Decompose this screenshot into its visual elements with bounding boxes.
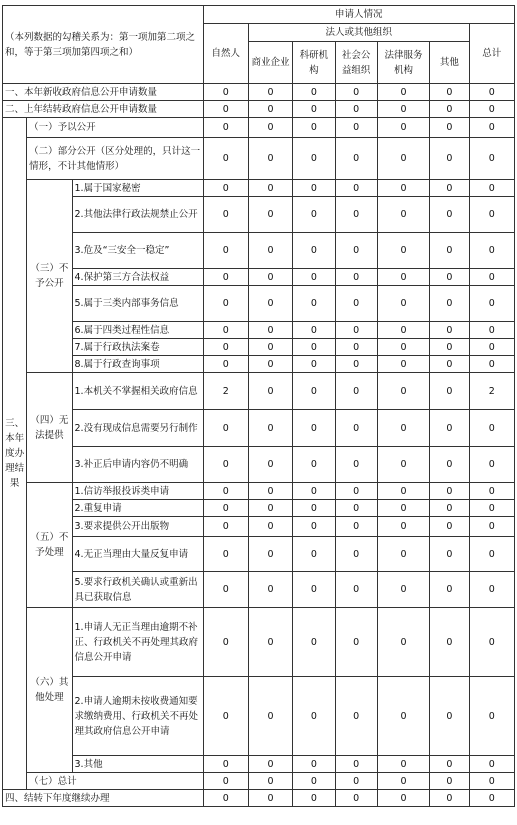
value-cell: 0 [293,373,335,410]
value-cell: 0 [430,410,469,447]
value-cell: 0 [248,373,292,410]
table-row [3,84,515,101]
gov-info-disclosure-table [2,5,515,807]
value-cell: 0 [248,608,292,677]
value-cell: 0 [335,447,377,483]
value-cell: 0 [430,118,469,138]
value-cell: 0 [248,517,292,537]
item-label: 2.没有现成信息需要另行制作 [72,410,203,447]
value-cell: 0 [335,356,377,373]
value-cell: 0 [377,773,429,790]
value-cell: 0 [430,233,469,269]
value-cell: 0 [469,84,514,101]
value-cell: 0 [203,790,248,807]
value-cell: 0 [469,790,514,807]
value-cell: 0 [293,118,335,138]
value-cell: 0 [248,180,292,197]
value-cell: 0 [377,790,429,807]
item-label: 1.申请人无正当理由逾期不补正、行政机关不再处理其政府信息公开申请 [72,608,203,677]
item-label: 4.保护第三方合法权益 [72,269,203,286]
value-cell: 0 [335,373,377,410]
value-cell: 0 [293,286,335,322]
item-label: 2.申请人逾期未按收费通知要求缴纳费用、行政机关不再处理其政府信息公开申请 [72,677,203,756]
value-cell: 0 [203,138,248,180]
value-cell: 0 [248,537,292,572]
value-cell: 0 [203,537,248,572]
value-cell: 0 [377,373,429,410]
value-cell: 0 [469,410,514,447]
value-cell: 0 [377,608,429,677]
value-cell: 0 [430,138,469,180]
group-label-g7: （七）总计 [27,773,203,790]
group-label-g6: （六）其他处理 [27,608,72,773]
table-row [3,773,515,790]
table-row [3,500,515,517]
table-row [3,138,515,180]
value-cell: 0 [248,322,292,339]
table-row [3,356,515,373]
total-header: 总计 [469,24,514,84]
value-cell: 0 [248,138,292,180]
value-cell: 0 [377,517,429,537]
value-cell: 0 [293,608,335,677]
value-cell: 0 [335,286,377,322]
value-cell: 0 [248,233,292,269]
value-cell: 0 [377,756,429,773]
natural-person-header: 自然人 [203,24,248,84]
value-cell: 0 [469,537,514,572]
value-cell: 0 [293,138,335,180]
value-cell: 0 [469,500,514,517]
value-cell: 0 [335,233,377,269]
value-cell: 0 [248,572,292,608]
value-cell: 0 [248,790,292,807]
group-label-g5: （五）不予处理 [27,483,72,608]
value-cell: 0 [203,608,248,677]
value-cell: 0 [293,572,335,608]
row-label-next: 四、结转下年度继续办理 [3,790,204,807]
value-cell: 0 [203,677,248,756]
value-cell: 0 [293,500,335,517]
col-header-public-welfare: 社会公益组织 [335,42,377,84]
value-cell: 0 [248,101,292,118]
value-cell: 0 [293,233,335,269]
value-cell: 0 [203,447,248,483]
value-cell: 0 [335,572,377,608]
value-cell: 0 [203,118,248,138]
value-cell: 0 [469,339,514,356]
value-cell: 0 [377,286,429,322]
value-cell: 0 [430,790,469,807]
item-label: 7.属于行政执法案卷 [72,339,203,356]
section-label-results: 三、本年度办理结果 [3,118,27,790]
value-cell: 0 [335,608,377,677]
value-cell: 0 [469,572,514,608]
table-row [3,790,515,807]
value-cell: 0 [293,322,335,339]
row-label-new: 一、本年新收政府信息公开申请数量 [3,84,204,101]
value-cell: 0 [469,180,514,197]
col-header-other: 其他 [430,42,469,84]
value-cell: 0 [248,118,292,138]
col-header-business: 商业企业 [248,42,292,84]
value-cell: 0 [377,572,429,608]
value-cell: 0 [335,138,377,180]
table-row [3,447,515,483]
value-cell: 0 [335,322,377,339]
value-cell: 0 [248,500,292,517]
value-cell: 0 [430,339,469,356]
value-cell: 0 [377,118,429,138]
group-label-g3: （三）不予公开 [27,180,72,373]
table-row [3,197,515,233]
value-cell: 0 [335,101,377,118]
value-cell: 0 [335,118,377,138]
value-cell: 0 [469,608,514,677]
value-cell: 0 [203,773,248,790]
item-label: 1.本机关不掌握相关政府信息 [72,373,203,410]
item-label: 8.属于行政查询事项 [72,356,203,373]
value-cell: 0 [335,197,377,233]
table-row [3,180,515,197]
header-note: （本列数据的勾稽关系为：第一项加第二项之和，等于第三项加第四项之和） [3,6,204,84]
item-label: 5.要求行政机关确认或重新出具已获取信息 [72,572,203,608]
value-cell: 0 [248,197,292,233]
table-row [3,286,515,322]
value-cell: 0 [248,84,292,101]
value-cell: 0 [377,269,429,286]
value-cell: 0 [430,537,469,572]
value-cell: 0 [377,500,429,517]
value-cell: 0 [293,197,335,233]
item-label: 3.要求提供公开出版物 [72,517,203,537]
value-cell: 0 [430,572,469,608]
value-cell: 0 [430,322,469,339]
value-cell: 0 [203,517,248,537]
value-cell: 0 [469,118,514,138]
value-cell: 0 [430,180,469,197]
value-cell: 0 [203,572,248,608]
value-cell: 0 [203,356,248,373]
value-cell: 0 [335,180,377,197]
table-row [3,269,515,286]
value-cell: 0 [469,197,514,233]
value-cell: 0 [203,269,248,286]
value-cell: 0 [430,373,469,410]
value-cell: 0 [248,410,292,447]
value-cell: 0 [430,756,469,773]
value-cell: 0 [248,269,292,286]
value-cell: 0 [335,790,377,807]
value-cell: 0 [469,269,514,286]
item-label: 1.属于国家秘密 [72,180,203,197]
group-label-g4: （四）无法提供 [27,373,72,483]
value-cell: 0 [469,356,514,373]
item-label: 1.信访举报投诉类申请 [72,483,203,500]
value-cell: 0 [377,197,429,233]
value-cell: 0 [335,517,377,537]
table-row [3,101,515,118]
value-cell: 0 [377,410,429,447]
item-label: 6.属于四类过程性信息 [72,322,203,339]
value-cell: 0 [377,447,429,483]
value-cell: 0 [469,773,514,790]
value-cell: 0 [377,339,429,356]
value-cell: 0 [203,410,248,447]
value-cell: 0 [248,756,292,773]
applicant-status-header: 申请人情况 [203,6,514,24]
value-cell: 0 [335,773,377,790]
col-header-legal-service: 法律服务机构 [377,42,429,84]
value-cell: 0 [469,233,514,269]
value-cell: 0 [335,410,377,447]
item-label: 3.补正后申请内容仍不明确 [72,447,203,483]
value-cell: 0 [469,286,514,322]
value-cell: 0 [335,537,377,572]
item-label: 3.其他 [72,756,203,773]
value-cell: 0 [248,677,292,756]
value-cell: 0 [203,101,248,118]
legal-group-header: 法人或其他组织 [248,24,469,42]
value-cell: 0 [203,180,248,197]
value-cell: 0 [203,197,248,233]
value-cell: 0 [469,677,514,756]
value-cell: 0 [203,322,248,339]
value-cell: 0 [293,790,335,807]
item-label: 2.其他法律行政法规禁止公开 [72,197,203,233]
table-row [3,483,515,500]
item-label: 3.危及“三安全一稳定” [72,233,203,269]
col-header-research: 科研机构 [293,42,335,84]
value-cell: 0 [430,517,469,537]
value-cell: 0 [377,84,429,101]
table-row [3,756,515,773]
value-cell: 0 [248,773,292,790]
value-cell: 0 [293,447,335,483]
value-cell: 0 [203,339,248,356]
value-cell: 0 [203,483,248,500]
value-cell: 0 [430,101,469,118]
value-cell: 0 [430,608,469,677]
value-cell: 0 [248,356,292,373]
value-cell: 0 [293,269,335,286]
value-cell: 0 [377,101,429,118]
value-cell: 0 [203,84,248,101]
value-cell: 0 [248,286,292,322]
value-cell: 0 [430,197,469,233]
value-cell: 0 [335,269,377,286]
table-row [3,373,515,410]
table-row [3,537,515,572]
table-row [3,118,515,138]
table-row [3,410,515,447]
value-cell: 0 [430,483,469,500]
value-cell: 0 [430,269,469,286]
value-cell: 0 [430,677,469,756]
value-cell: 2 [469,373,514,410]
value-cell: 0 [293,339,335,356]
row-label-carry: 二、上年结转政府信息公开申请数量 [3,101,204,118]
value-cell: 0 [469,517,514,537]
value-cell: 0 [469,756,514,773]
value-cell: 2 [203,373,248,410]
table-row [3,677,515,756]
value-cell: 0 [293,84,335,101]
value-cell: 0 [469,483,514,500]
value-cell: 0 [469,101,514,118]
value-cell: 0 [293,773,335,790]
value-cell: 0 [335,84,377,101]
value-cell: 0 [293,517,335,537]
value-cell: 0 [293,756,335,773]
value-cell: 0 [377,677,429,756]
value-cell: 0 [377,356,429,373]
value-cell: 0 [377,138,429,180]
item-label: 2.重复申请 [72,500,203,517]
value-cell: 0 [377,180,429,197]
value-cell: 0 [293,180,335,197]
value-cell: 0 [469,322,514,339]
table-row [3,608,515,677]
value-cell: 0 [248,339,292,356]
table-row [3,572,515,608]
value-cell: 0 [430,773,469,790]
value-cell: 0 [430,447,469,483]
value-cell: 0 [293,356,335,373]
value-cell: 0 [377,233,429,269]
value-cell: 0 [293,483,335,500]
item-label: 4.无正当理由大量反复申请 [72,537,203,572]
value-cell: 0 [430,356,469,373]
value-cell: 0 [293,410,335,447]
value-cell: 0 [293,677,335,756]
value-cell: 0 [430,286,469,322]
group-label-g2: （二）部分公开（区分处理的，只计这一情形，不计其他情形） [27,138,203,180]
value-cell: 0 [430,500,469,517]
table-row [3,322,515,339]
value-cell: 0 [293,101,335,118]
table-row [3,339,515,356]
value-cell: 0 [377,537,429,572]
value-cell: 0 [203,233,248,269]
value-cell: 0 [335,756,377,773]
value-cell: 0 [469,138,514,180]
value-cell: 0 [203,500,248,517]
table-row [3,517,515,537]
value-cell: 0 [203,286,248,322]
value-cell: 0 [248,483,292,500]
value-cell: 0 [377,322,429,339]
value-cell: 0 [335,339,377,356]
value-cell: 0 [248,447,292,483]
value-cell: 0 [203,756,248,773]
item-label: 5.属于三类内部事务信息 [72,286,203,322]
value-cell: 0 [469,447,514,483]
value-cell: 0 [335,483,377,500]
value-cell: 0 [335,500,377,517]
value-cell: 0 [293,537,335,572]
table-row [3,233,515,269]
value-cell: 0 [335,677,377,756]
value-cell: 0 [377,483,429,500]
group-label-g1: （一）予以公开 [27,118,203,138]
value-cell: 0 [430,84,469,101]
